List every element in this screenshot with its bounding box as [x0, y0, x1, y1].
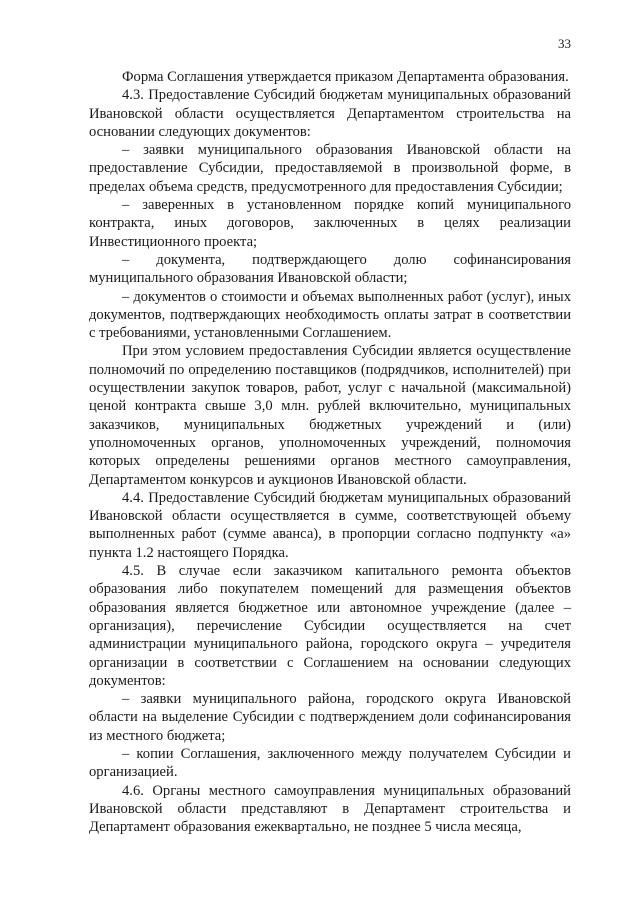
paragraph-4-6: 4.6. Органы местного самоуправления муниципальных образований Ивановской области представляют в Департамент строительства и Департамент образования ежеквартально, не позднее 5 числа месяца,	[89, 782, 571, 836]
paragraph-condition: При этом условием предоставления Субсидии является осуществление полномочий по определению поставщиков (подрядчиков, исполнителей) при осуществлении закупок товаров, работ, услуг с начальной (максимальной) ценой контракта свыше 3,0 млн. рублей включительно, муниципальных заказчиков, муниципальных бюджетных учреждений и (или) уполномоченных органов, уполномоченных учреждений, полномочия которых определены решениями органов местного самоуправления, Департаментом конкурсов и аукционов Ивановской области.	[89, 343, 571, 488]
list-item-cofinancing-document: – документа, подтверждающего долю софинансирования муниципального образования Ивановской области;	[89, 251, 571, 287]
page-number: 33	[558, 36, 571, 51]
paragraph-4-5: 4.5. В случае если заказчиком капитального ремонта объектов образования либо покупателем помещений для размещения объектов образования является бюджетное или автономное учреждение (далее – организация), перечисление Субсидии осуществляется на счет администрации муниципального района, городского округа – учредителя организации в соответствии с Соглашением на основании следующих документов:	[89, 563, 571, 689]
document-body	[89, 68, 571, 836]
list-item-application: – заявки муниципального образования Ивановской области на предоставление Субсидии, предоставляемой в произвольной форме, в пределах объема средств, предусмотренного для предоставления Субсидии;	[89, 142, 571, 195]
list-item-contract-copies: – заверенных в установленном порядке копий муниципального контракта, иных договоров, заключенных в целях реализации Инвестиционного проекта;	[89, 197, 571, 250]
paragraph-form-approval: Форма Соглашения утверждается приказом Департамента образования.	[122, 69, 569, 85]
list-item-district-application: – заявки муниципального района, городского округа Ивановской области на выделение Субсидии с подтверждением доли софинансирования из местного бюджета;	[89, 691, 571, 744]
paragraph-4-4: 4.4. Предоставление Субсидий бюджетам муниципальных образований Ивановской области осуществляется в сумме, соответствующей объему выполненных работ (сумме аванса), в пропорции согласно подпункту «а» пункта 1.2 настоящего Порядка.	[89, 489, 571, 561]
paragraph-4-3: 4.3. Предоставление Субсидий бюджетам муниципальных образований Ивановской области осуществляется Департаментом строительства на основании следующих документов:	[89, 87, 571, 140]
list-item-agreement-copies: – копии Соглашения, заключенного между получателем Субсидии и организацией.	[89, 745, 571, 781]
list-item-cost-documents: – документов о стоимости и объемах выполненных работ (услуг), иных документов, подтверждающих необходимость оплаты затрат в соответствии с требованиями, установленными Соглашением.	[89, 288, 571, 342]
